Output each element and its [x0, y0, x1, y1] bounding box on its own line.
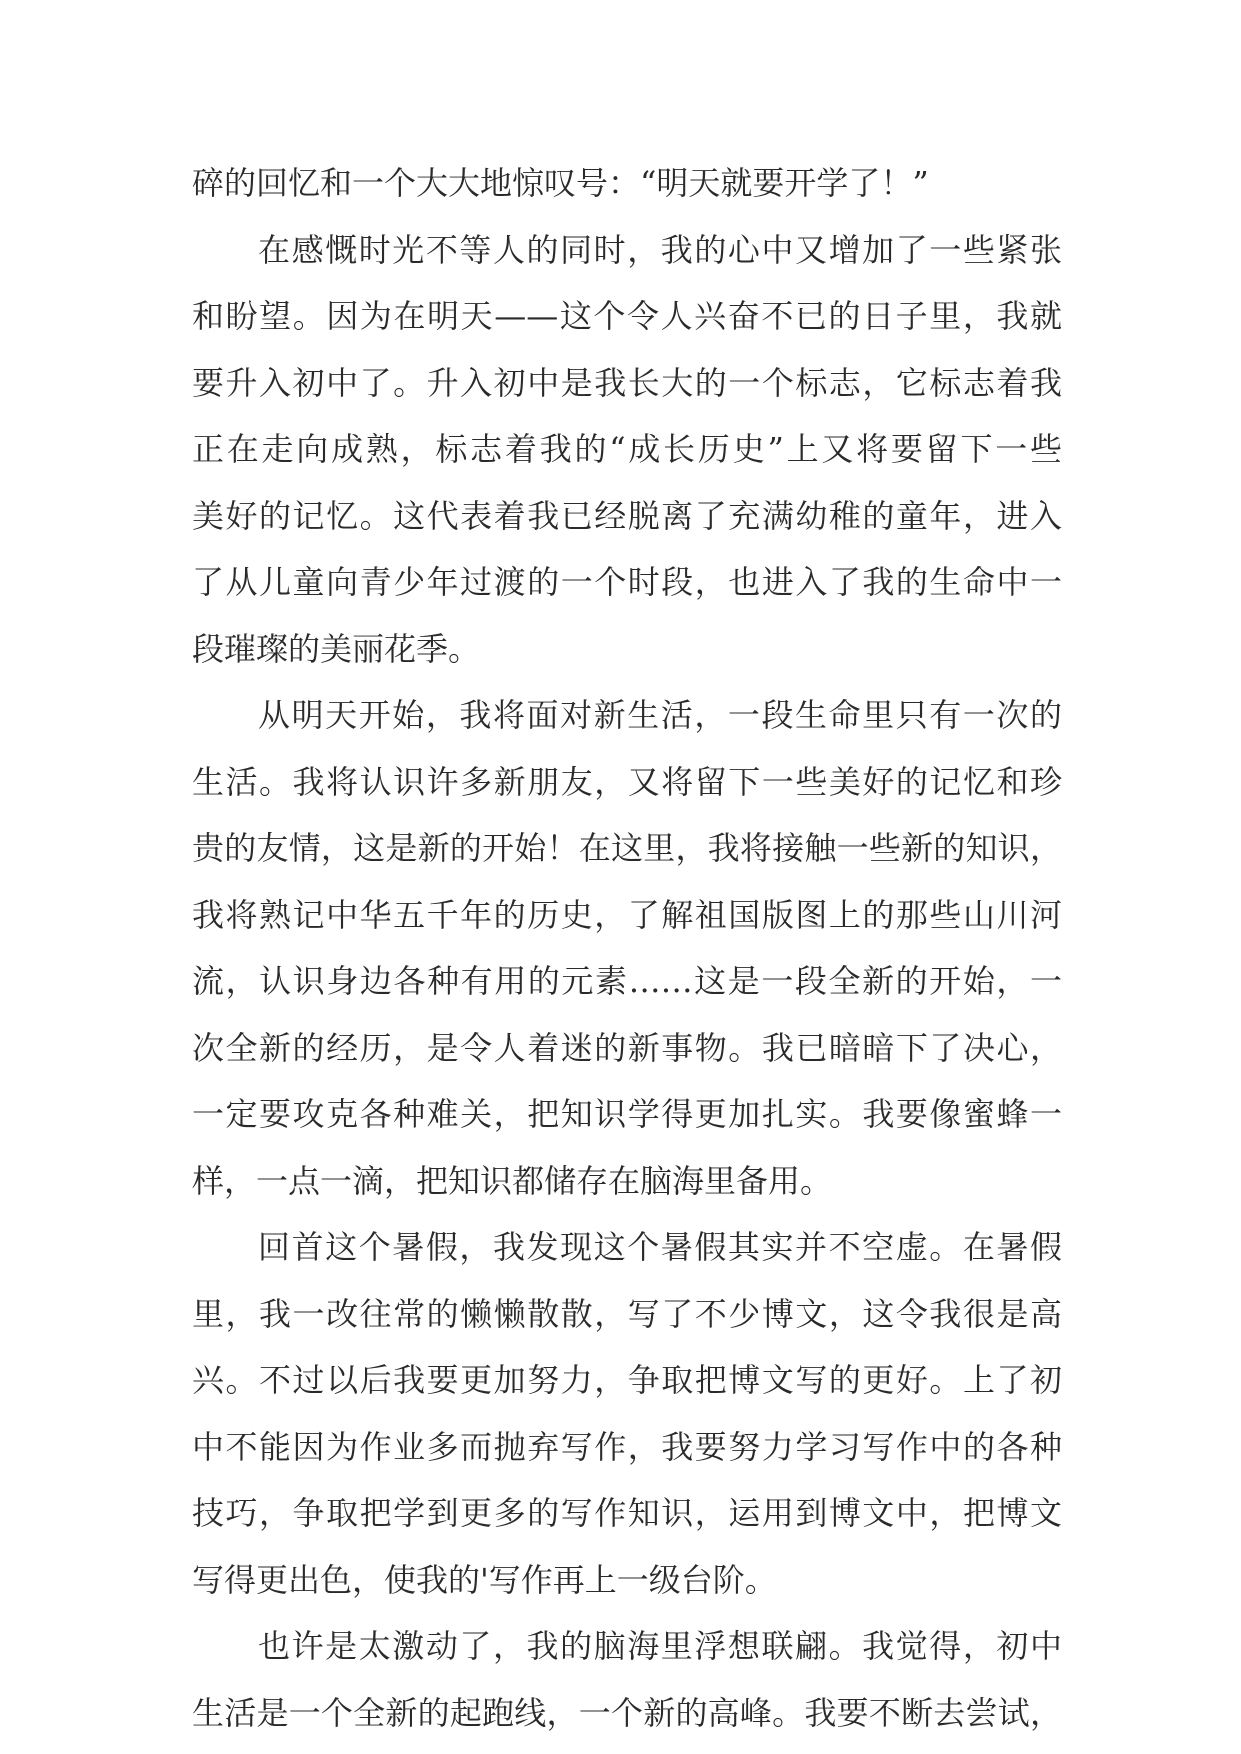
text-line: 正在走向成熟，标志着我的“成长历史”上又将要留下一些 — [192, 430, 1062, 468]
text-line: 样，一点一滴，把知识都储存在脑海里备用。 — [192, 1161, 833, 1200]
text-line: 美好的记忆。这代表着我已经脱离了充满幼稚的童年，进入 — [192, 496, 1062, 535]
text-line: 流，认识身边各种有用的元素……这是一段全新的开始，一 — [192, 962, 1062, 1000]
text-line: 从明天开始，我将面对新生活，一段生命里只有一次的 — [258, 696, 1062, 734]
text-line: 兴。不过以后我要更加努力，争取把博文写的更好。上了初 — [192, 1361, 1062, 1399]
text-line: 了从儿童向青少年过渡的一个时段，也进入了我的生命中一 — [192, 563, 1062, 601]
text-line: 在感慨时光不等人的同时，我的心中又增加了一些紧张 — [258, 230, 1062, 269]
text-line: 也许是太激动了，我的脑海里浮想联翩。我觉得，初中 — [258, 1627, 1062, 1665]
text-line: 写得更出色，使我的'写作再上一级台阶。 — [192, 1560, 777, 1599]
essay-body — [192, 150, 1062, 1746]
text-line: 碎的回忆和一个大大地惊叹号：“明天就要开学了！” — [192, 164, 929, 202]
text-line: 一定要攻克各种难关，把知识学得更加扎实。我要像蜜蜂一 — [192, 1095, 1062, 1133]
text-line: 技巧，争取把学到更多的写作知识，运用到博文中，把博文 — [192, 1494, 1062, 1532]
text-line: 要升入初中了。升入初中是我长大的一个标志，它标志着我 — [192, 363, 1062, 402]
text-line: 里，我一改往常的懒懒散散，写了不少博文，这令我很是高 — [192, 1294, 1062, 1333]
text-line: 回首这个暑假，我发现这个暑假其实并不空虚。在暑假 — [258, 1228, 1062, 1266]
text-line: 次全新的经历，是令人着迷的新事物。我已暗暗下了决心， — [192, 1028, 1062, 1067]
text-line: 我将熟记中华五千年的历史，了解祖国版图上的那些山川河 — [192, 895, 1062, 934]
text-line: 和盼望。因为在明天——这个令人兴奋不已的日子里，我就 — [192, 297, 1062, 335]
text-line: 生活是一个全新的起跑线，一个新的高峰。我要不断去尝试， — [192, 1693, 1062, 1732]
text-line: 中不能因为作业多而抛弃写作，我要努力学习写作中的各种 — [192, 1427, 1062, 1466]
text-line: 段璀璨的美丽花季。 — [192, 629, 481, 668]
text-line: 生活。我将认识许多新朋友，又将留下一些美好的记忆和珍 — [192, 762, 1062, 801]
text-line: 贵的友情，这是新的开始！在这里，我将接触一些新的知识， — [192, 829, 1062, 867]
